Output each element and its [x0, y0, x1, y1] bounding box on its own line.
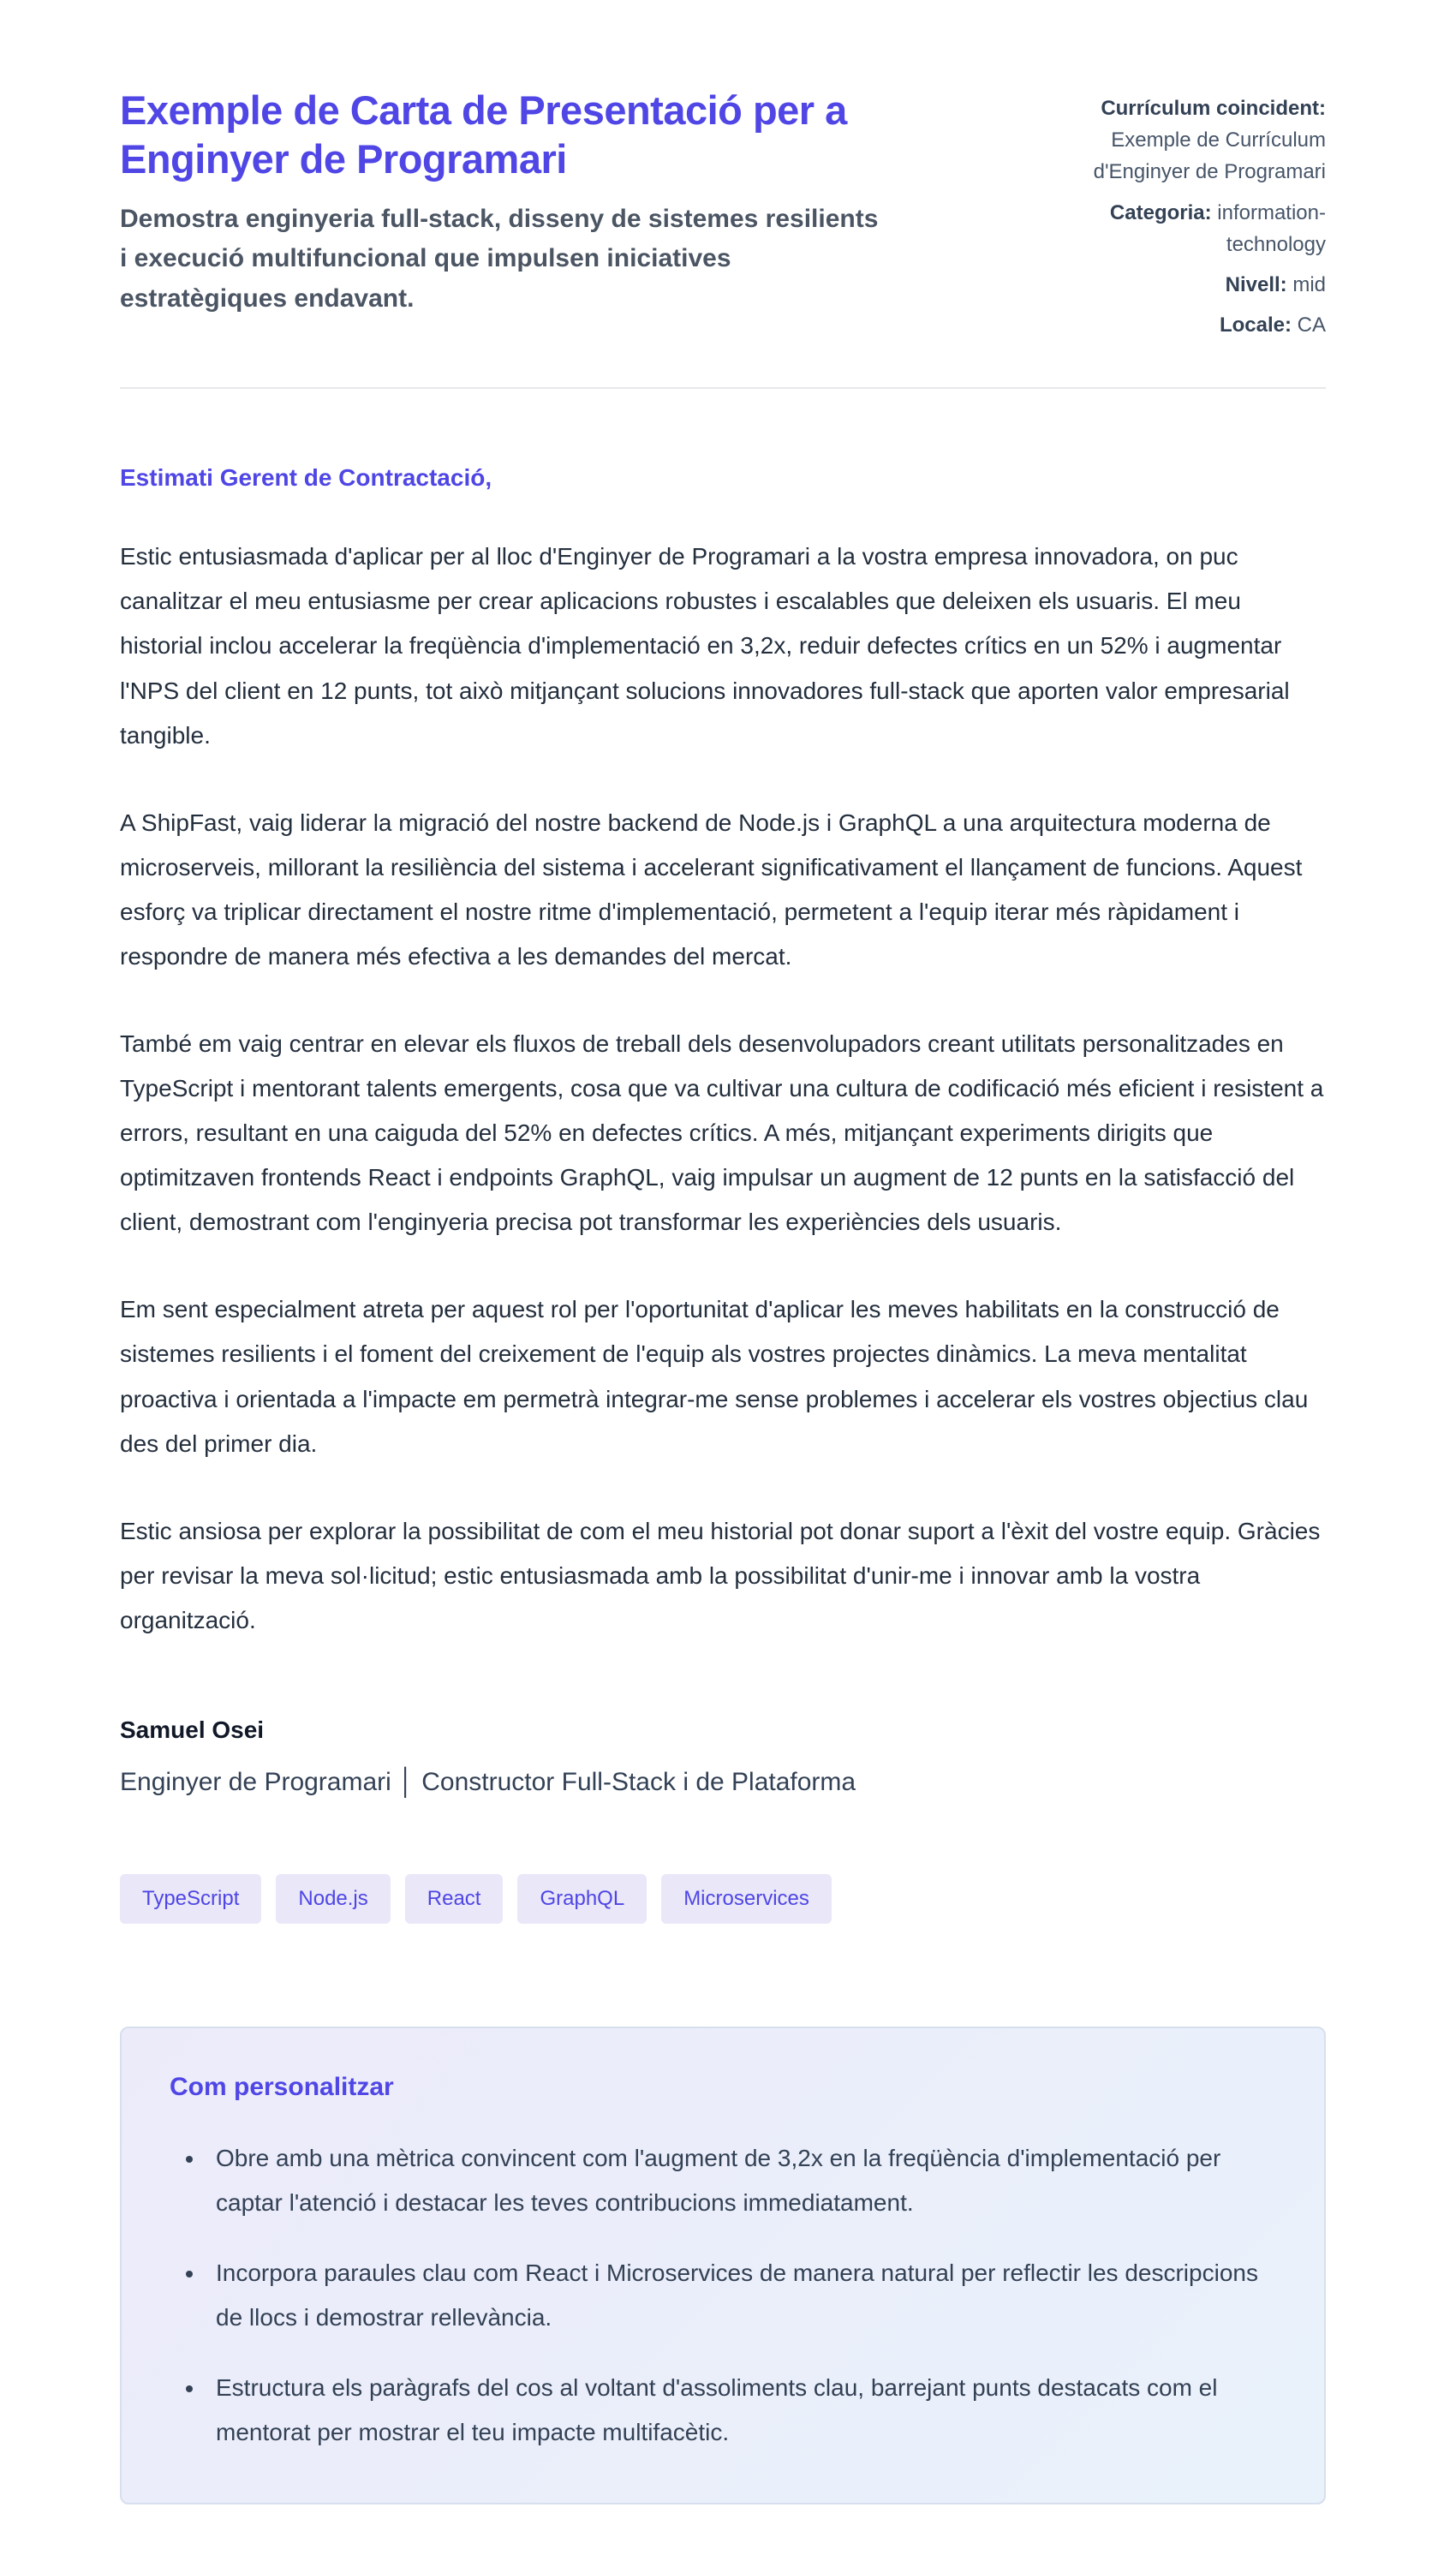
skill-tag: GraphQL — [517, 1874, 647, 1924]
meta-level — [1039, 269, 1326, 301]
tips-list — [170, 2136, 1276, 2455]
tips-item: • Estructura els paràgrafs del cos al voltant d'assoliments clau, barrejant punts destacats com el mentorat per mostrar el teu impacte multifacètic. — [206, 2366, 1276, 2455]
letter-greeting: Estimati Gerent de Contractació, — [120, 464, 492, 492]
skill-tag: TypeScript — [120, 1874, 261, 1924]
letter-paragraph: Estic ansiosa per explorar la possibilitat de com el meu historial pot donar suport a l'èxit del vostre equip. Gràcies per revisar la meva sol·licitud; estic entusiasmada amb la possibilitat d'unir-me i innovar amb la vostra organització. — [120, 1517, 1321, 1633]
meta-locale-value: CA — [1297, 313, 1326, 337]
signature-title: Enginyer de Programari │ Constructor Full-Stack i de Plataforma — [120, 1767, 856, 1796]
signature-name: Samuel Osei — [120, 1716, 265, 1743]
letter-paragraph: Em sent especialment atreta per aquest rol per l'oportunitat d'aplicar les meves habilitats en la construcció de sistemes resilients i el foment del creixement de l'equip als vostres projectes dinàmics. La meva mentalitat proactiva i orientada a l'impacte em permetrà integrar-me sense problemes i accelerar els vostres objectius clau des del primer dia. — [120, 1296, 1309, 1457]
skill-tag: Microservices — [661, 1874, 832, 1924]
letter-paragraph: Estic entusiasmada d'aplicar per al lloc d'Enginyer de Programari a la vostra empresa innovadora, on puc canalitzar el meu entusiasme per crear aplicacions robustes i escalables que deleixen els usuaris. El meu historial inclou accelerar la freqüència d'implementació en 3,2x, reduir defectes crítics en un 52% i augmentar l'NPS del client en 12 punts, tot això mitjançant solucions innovadores full-stack que aporten valor empresarial tangible. — [120, 543, 1290, 749]
letter-body — [120, 464, 1326, 1643]
customization-tips-box — [120, 2027, 1326, 2504]
meta-level-value: mid — [1292, 272, 1326, 296]
letter-paragraph: També em vaig centrar en elevar els fluxos de treball dels desenvolupadors creant utilitats personalitzades en TypeScript i mentorant talents emergents, cosa que va cultivar una cultura de codificació més eficient i resistent a errors, resultant en una caiguda del 52% en defectes crítics. A més, mitjançant experiments dirigits que optimitzaven frontends React i endpoints GraphQL, vaig impulsar un augment de 12 punts en la satisfacció del client, demostrant com l'enginyeria precisa pot transformar les experiències dels usuaris. — [120, 1030, 1324, 1236]
meta-category — [1039, 197, 1326, 260]
header-divider — [120, 387, 1326, 389]
meta-category-label: Categoria: — [1109, 200, 1212, 224]
skill-tag: React — [405, 1874, 504, 1924]
header-meta — [1039, 86, 1326, 349]
meta-resume-label: Currículum coincident: — [1101, 97, 1326, 120]
tips-item: • Obre amb una mètrica convincent com l'augment de 3,2x en la freqüència d'implementació per captar l'atenció i destacar les teves contribucions immediatament. — [206, 2136, 1276, 2225]
signature-block — [120, 1716, 1326, 1797]
page-subtitle: Demostra enginyeria full-stack, disseny de sistemes resilients i execució multifuncional que impulsen iniciatives estratègiques endavant. — [120, 204, 879, 313]
meta-locale-label: Locale: — [1219, 313, 1292, 337]
skill-tags — [120, 1874, 1326, 1924]
skill-tag: Node.js — [276, 1874, 390, 1924]
tips-item: • Incorpora paraules clau com React i Microservices de manera natural per reflectir les descripcions de llocs i demostrar rellevància. — [206, 2251, 1276, 2340]
meta-category-value: information-technology — [1217, 200, 1326, 256]
meta-resume-value: Exemple de Currículum d'Enginyer de Programari — [1093, 128, 1326, 184]
meta-resume — [1039, 93, 1326, 188]
page-title: Exemple de Carta de Presentació per a Enginyer de Programari — [120, 87, 847, 182]
meta-locale — [1039, 309, 1326, 341]
meta-level-label: Nivell: — [1225, 272, 1287, 296]
header — [120, 86, 1326, 349]
header-titles — [120, 86, 908, 319]
tips-title: Com personalitzar — [170, 2072, 394, 2101]
letter-paragraph: A ShipFast, vaig liderar la migració del nostre backend de Node.js i GraphQL a una arquitectura moderna de microserveis, millorant la resiliència del sistema i accelerant significativament el llançament de funcions. Aquest esforç va triplicar directament el nostre ritme d'implementació, permetent a l'equip iterar més ràpidament i respondre de manera més efectiva a les demandes del mercat. — [120, 809, 1303, 970]
